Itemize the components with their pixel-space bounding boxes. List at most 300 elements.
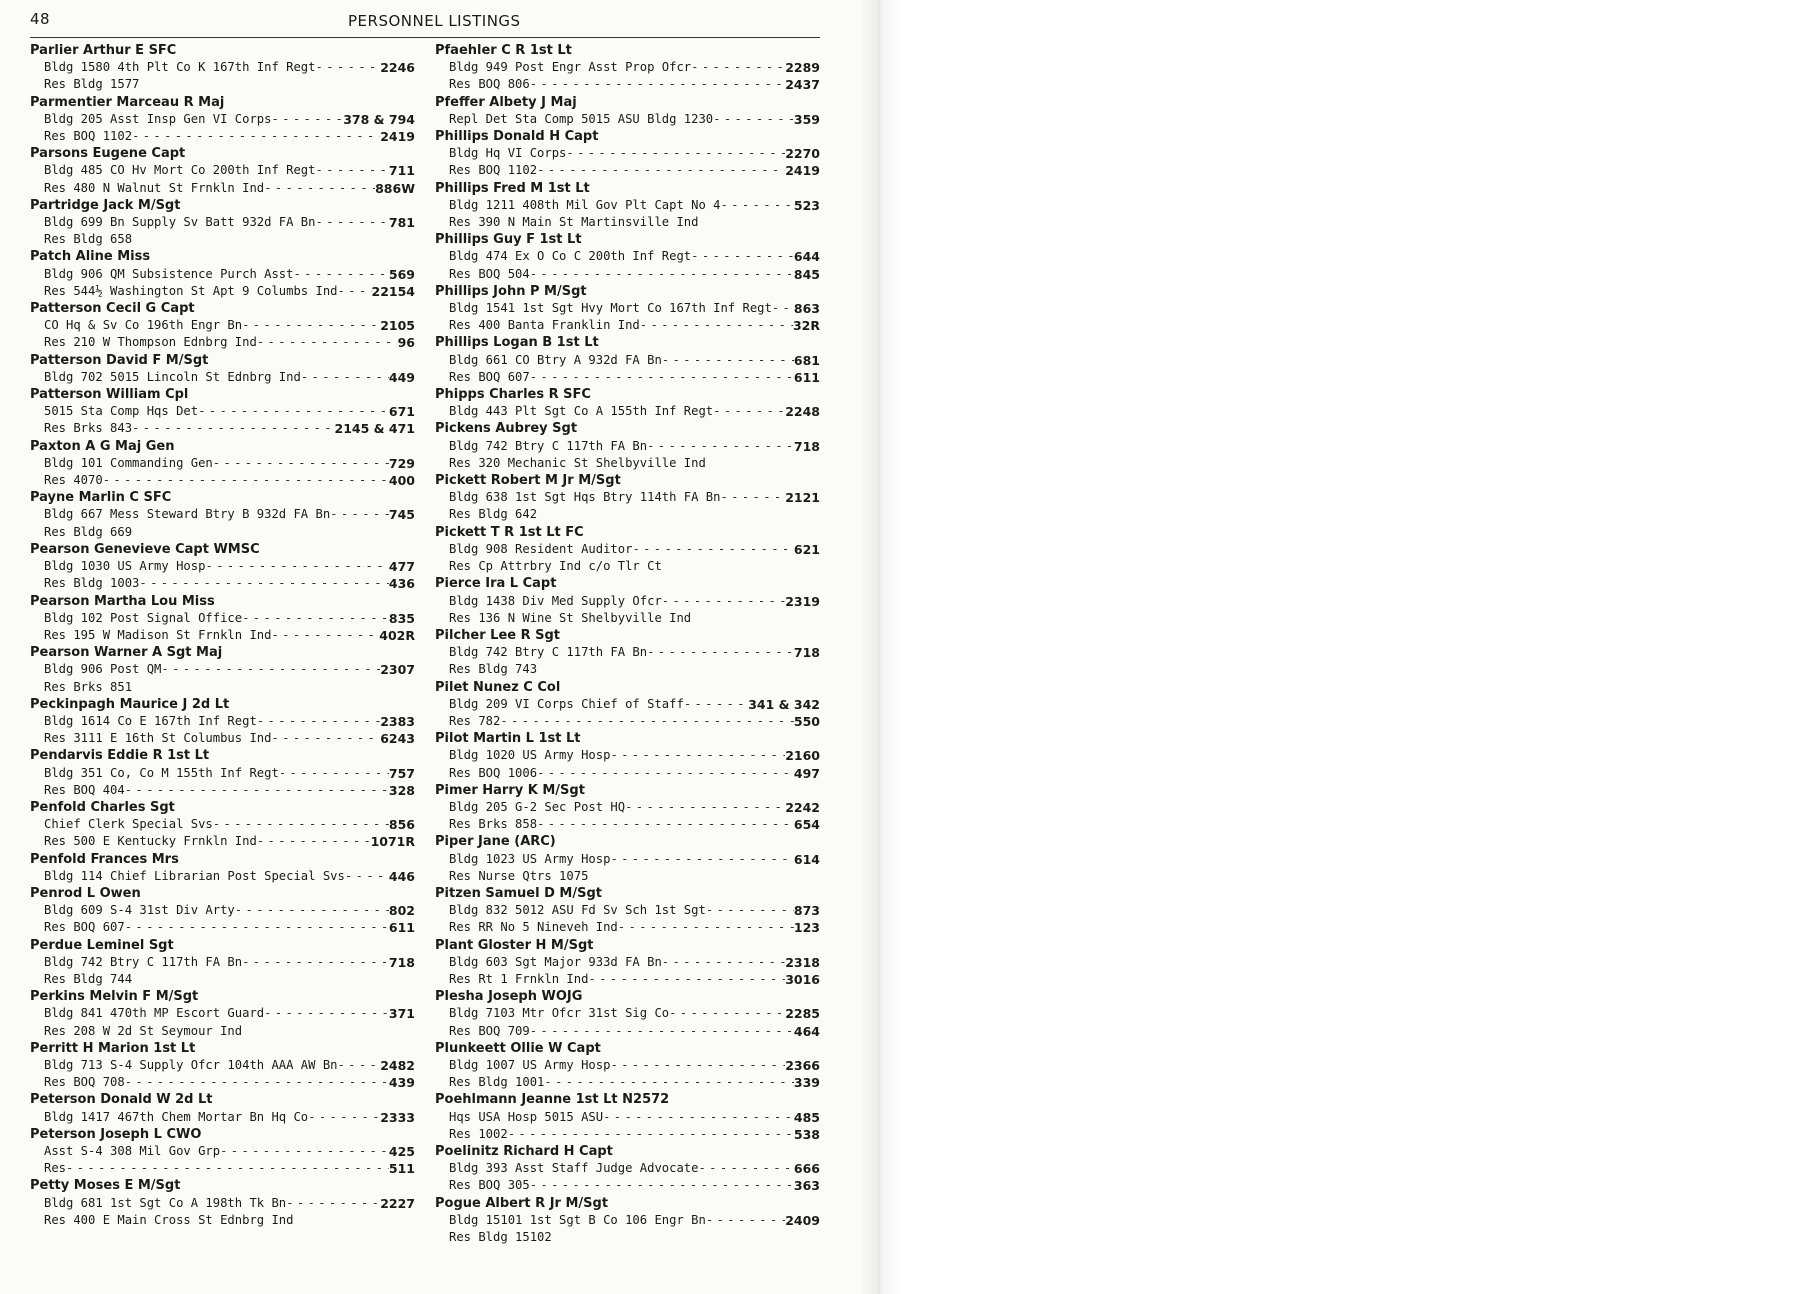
listing-entry	[435, 1143, 820, 1195]
location-text: Res BOQ 607	[44, 920, 125, 935]
location-text: Res 544½ Washington St Apt 9 Columbs Ind	[44, 283, 338, 298]
dot-leader	[338, 283, 372, 300]
location-text: Bldg 1614 Co E 167th Inf Regt	[44, 713, 257, 728]
location-text: Bldg 702 5015 Lincoln St Ednbrg Ind	[44, 369, 301, 384]
location-text: Bldg 7103 Mtr Ofcr 31st Sig Co	[449, 1006, 670, 1021]
location-text: Res Bldg 669	[44, 524, 133, 539]
listing-line	[435, 747, 820, 764]
listing-entry	[435, 420, 820, 472]
location-text: Bldg 474 Ex O Co C 200th Inf Regt	[449, 249, 692, 264]
listing-line	[30, 833, 415, 850]
phone-number: 781	[388, 215, 415, 231]
location-text: Bldg 1580 4th Plt Co K 167th Inf Regt	[44, 60, 316, 75]
listing-line	[30, 868, 415, 885]
dot-leader	[537, 162, 785, 179]
listing-entry	[435, 128, 820, 180]
phone-number: 6243	[380, 731, 415, 747]
phone-number: 446	[388, 868, 415, 884]
phone-number: 341 & 342	[748, 696, 820, 712]
location-text: Bldg 101 Commanding Gen	[44, 455, 213, 470]
listing-entry	[435, 334, 820, 386]
dot-leader	[220, 1143, 389, 1160]
listing-entry	[30, 696, 415, 748]
listing-line	[435, 868, 820, 885]
person-name: Pilet Nunez C Col	[435, 679, 561, 695]
phone-number: 497	[793, 765, 820, 781]
person-name: Pearson Genevieve Capt WMSC	[30, 541, 260, 557]
dot-leader	[213, 455, 389, 472]
person-name: Pierce Ira L Capt	[435, 576, 557, 592]
person-name: Phillips Guy F 1st Lt	[435, 232, 582, 248]
listing-entry	[435, 782, 820, 834]
location-text: Bldg 906 QM Subsistence Purch Asst	[44, 266, 294, 281]
location-text: Res 390 N Main St Martinsville Ind	[449, 215, 699, 230]
location-text: Bldg 638 1st Sgt Hqs Btry 114th FA Bn	[449, 490, 721, 505]
listing-entry	[30, 1177, 415, 1229]
phone-number: 363	[793, 1178, 820, 1194]
person-name: Pilot Martin L 1st Lt	[435, 731, 581, 747]
listing-line	[30, 1109, 415, 1126]
phone-number: 464	[793, 1023, 820, 1039]
phone-number: 666	[793, 1161, 820, 1177]
location-text: Res Bldg 658	[44, 232, 133, 247]
person-name: Phillips Fred M 1st Lt	[435, 180, 590, 196]
dot-leader	[235, 902, 389, 919]
location-text: Bldg 699 Bn Supply Sv Batt 932d FA Bn	[44, 215, 316, 230]
location-text: Bldg 1020 US Army Hosp	[449, 748, 611, 763]
listing-line	[435, 644, 820, 661]
phone-number: 371	[388, 1006, 415, 1022]
phone-number: 339	[793, 1075, 820, 1091]
listing-line	[435, 317, 820, 334]
location-text: Res BOQ 1102	[44, 129, 133, 144]
listing-line	[30, 506, 415, 523]
listing-line	[435, 610, 820, 627]
listing-entry	[435, 180, 820, 232]
person-name: Partridge Jack M/Sgt	[30, 197, 181, 213]
dot-leader	[530, 1023, 794, 1040]
listing-line	[435, 1177, 820, 1194]
phone-number: 2383	[380, 713, 415, 729]
left-page-header	[30, 8, 820, 38]
location-text: Res 782	[449, 713, 501, 728]
listing-line	[30, 713, 415, 730]
location-text: Bldg 603 Sgt Major 933d FA Bn	[449, 954, 662, 969]
phone-number: 681	[793, 352, 820, 368]
phone-number: 425	[388, 1144, 415, 1159]
location-text: Bldg 841 470th MP Escort Guard	[44, 1006, 265, 1021]
phone-number: 123	[793, 920, 820, 936]
location-text: Res 480 N Walnut St Frnkln Ind	[44, 180, 265, 195]
listing-line	[30, 162, 415, 179]
phone-number: 3016	[785, 971, 820, 987]
dot-leader	[125, 919, 389, 936]
location-text: Res	[44, 1161, 67, 1176]
phone-number: 2318	[785, 954, 820, 970]
listing-entry	[435, 42, 820, 94]
phone-number: 523	[793, 197, 820, 213]
location-text: Res BOQ 305	[449, 1178, 530, 1193]
person-name: Pearson Martha Lou Miss	[30, 593, 215, 609]
listing-entry	[30, 42, 415, 94]
listing-line	[30, 816, 415, 833]
listing-line	[30, 455, 415, 472]
listing-line	[435, 403, 820, 420]
person-name: Payne Marlin C SFC	[30, 490, 172, 506]
person-name: Pfaehler C R 1st Lt	[435, 43, 572, 58]
dot-leader	[537, 765, 794, 782]
phone-number: 745	[388, 507, 415, 523]
location-text: Bldg 906 Post QM	[44, 662, 162, 677]
phone-number: 2160	[785, 748, 820, 764]
listing-line	[435, 713, 820, 730]
listing-entry	[435, 231, 820, 283]
listing-line	[435, 1126, 820, 1143]
location-text: Bldg 832 5012 ASU Fd Sv Sch 1st Sgt	[449, 903, 706, 918]
listing-line	[30, 214, 415, 231]
listing-line	[435, 919, 820, 936]
dot-leader	[625, 799, 785, 816]
location-text: Bldg 351 Co, Co M 155th Inf Regt	[44, 765, 279, 780]
listing-entry	[435, 833, 820, 885]
location-text: Repl Det Sta Comp 5015 ASU Bldg 1230	[449, 111, 714, 126]
location-text: Res 3111 E 16th St Columbus Ind	[44, 731, 272, 746]
listing-entry	[30, 937, 415, 989]
listing-line	[435, 1109, 820, 1126]
phone-number: 802	[388, 903, 415, 919]
listing-line	[435, 971, 820, 988]
phone-number: 569	[388, 266, 415, 282]
location-text: Res 136 N Wine St Shelbyville Ind	[449, 610, 692, 625]
listing-line	[30, 231, 415, 248]
listing-line	[30, 1195, 415, 1212]
location-text: Bldg 1030 US Army Hosp	[44, 559, 206, 574]
person-name: Peterson Donald W 2d Lt	[30, 1092, 213, 1108]
listing-entry	[435, 472, 820, 524]
listing-entry	[30, 885, 415, 937]
left-column-1	[30, 42, 415, 1229]
person-name: Poelinitz Richard H Capt	[435, 1144, 613, 1159]
dot-leader	[161, 661, 380, 678]
listing-entry	[30, 94, 415, 146]
location-text: Bldg 908 Resident Auditor	[449, 541, 633, 556]
dot-leader	[610, 1057, 785, 1074]
person-name: Parsons Eugene Capt	[30, 146, 186, 162]
phone-number: 2307	[380, 662, 415, 678]
listing-line	[30, 730, 415, 747]
location-text: Res 195 W Madison St Frnkln Ind	[44, 627, 272, 642]
location-text: Bldg 681 1st Sgt Co A 198th Tk Bn	[44, 1195, 287, 1210]
location-text: Res Brks 858	[449, 817, 538, 832]
listing-line	[30, 575, 415, 592]
phone-number: 671	[388, 404, 415, 420]
location-text: Res 320 Mechanic St Shelbyville Ind	[449, 455, 706, 470]
listing-line	[30, 128, 415, 145]
location-text: Bldg 102 Post Signal Office	[44, 610, 243, 625]
dot-leader	[610, 851, 793, 868]
phone-number: 757	[388, 765, 415, 781]
location-text: Bldg 661 CO Btry A 932d FA Bn	[449, 352, 662, 367]
location-text: Res 4070	[44, 473, 103, 488]
dot-leader	[213, 816, 389, 833]
phone-number: 2437	[785, 77, 820, 93]
dot-leader	[691, 248, 794, 265]
dot-leader	[330, 506, 389, 523]
location-text: Bldg 742 Btry C 117th FA Bn	[449, 645, 648, 660]
dot-leader	[691, 59, 785, 76]
listing-line	[435, 1074, 820, 1091]
listing-line	[435, 248, 820, 265]
location-text: Res 210 W Thompson Ednbrg Ind	[44, 335, 257, 350]
listing-entry	[435, 386, 820, 420]
person-name: Phipps Charles R SFC	[435, 387, 591, 403]
phone-number: 2419	[785, 163, 820, 179]
dot-leader	[293, 266, 388, 283]
listing-entry	[30, 988, 415, 1040]
location-text: Bldg 609 S-4 31st Div Arty	[44, 903, 235, 918]
book-gutter	[860, 0, 900, 1294]
listing-line	[435, 1057, 820, 1074]
listing-line	[435, 352, 820, 369]
dot-leader	[271, 111, 343, 128]
listing-line	[435, 506, 820, 523]
person-name: Pilcher Lee R Sgt	[435, 627, 561, 643]
listing-line	[435, 162, 820, 179]
left-page-title: PERSONNEL LISTINGS	[348, 12, 521, 30]
dot-leader	[286, 1195, 380, 1212]
location-text: Bldg 742 Btry C 117th FA Bn	[449, 438, 648, 453]
listing-line	[435, 541, 820, 558]
dot-leader	[662, 352, 794, 369]
dot-leader	[257, 334, 398, 351]
dot-leader	[279, 765, 389, 782]
phone-number: 718	[388, 954, 415, 970]
left-column-2	[435, 42, 820, 1246]
person-name: Penfold Charles Sgt	[30, 799, 175, 815]
dot-leader	[242, 317, 380, 334]
listing-line	[435, 558, 820, 575]
dot-leader	[139, 575, 389, 592]
location-text: Res BOQ 708	[44, 1075, 125, 1090]
dot-leader	[530, 266, 794, 283]
dot-leader	[271, 730, 380, 747]
phone-number: 863	[793, 301, 820, 317]
person-name: Pickett Robert M Jr M/Sgt	[435, 473, 621, 489]
listing-entry	[30, 747, 415, 799]
listing-line	[435, 489, 820, 506]
phone-number: 654	[793, 817, 820, 833]
phone-number: 2482	[380, 1057, 415, 1073]
listing-line	[435, 111, 820, 128]
phone-number: 2145 & 471	[334, 421, 415, 437]
listing-entry	[30, 386, 415, 438]
dot-leader	[257, 713, 380, 730]
phone-number: 328	[388, 782, 415, 798]
phone-number: 2289	[785, 60, 820, 76]
phone-number: 2105	[380, 318, 415, 334]
person-name: Patterson Cecil G Capt	[30, 301, 195, 317]
location-text: Res BOQ 1102	[449, 163, 538, 178]
location-text: Hqs USA Hosp 5015 ASU	[449, 1109, 604, 1124]
listing-entry	[435, 1040, 820, 1092]
person-name: Pitzen Samuel D M/Sgt	[435, 885, 602, 901]
person-name: Phillips Logan B 1st Lt	[435, 335, 599, 351]
listing-line	[30, 1057, 415, 1074]
dot-leader	[132, 128, 380, 145]
listing-line	[435, 145, 820, 162]
dot-leader	[301, 369, 389, 386]
location-text: Bldg 1417 467th Chem Mortar Bn Hq Co	[44, 1109, 309, 1124]
listing-entry	[435, 94, 820, 128]
dot-leader	[603, 1109, 794, 1126]
person-name: Pearson Warner A Sgt Maj	[30, 645, 223, 661]
location-text: Bldg 205 Asst Insp Gen VI Corps	[44, 111, 272, 126]
dot-leader	[242, 954, 389, 971]
person-name: Pfeffer Albety J Maj	[435, 94, 577, 110]
phone-number: 2242	[785, 799, 820, 815]
dot-leader	[772, 300, 794, 317]
phone-number: 886W	[375, 180, 415, 196]
dot-leader	[205, 558, 388, 575]
dot-leader	[721, 489, 786, 506]
location-text: Res 400 Banta Franklin Ind	[449, 318, 640, 333]
location-text: Bldg 485 CO Hv Mort Co 200th Inf Regt	[44, 163, 316, 178]
dot-leader	[242, 610, 389, 627]
listing-line	[30, 472, 415, 489]
phone-number: 449	[388, 369, 415, 385]
dot-leader	[264, 180, 375, 197]
listing-entry	[435, 1091, 820, 1143]
phone-number: 359	[793, 111, 820, 127]
phone-number: 711	[388, 163, 415, 179]
listing-entry	[30, 300, 415, 352]
listing-line	[435, 197, 820, 214]
person-name: Plant Gloster H M/Sgt	[435, 937, 594, 953]
location-text: Res Bldg 744	[44, 971, 133, 986]
phone-number: 2333	[380, 1109, 415, 1125]
phone-number: 873	[793, 903, 820, 919]
location-text: Bldg 393 Asst Staff Judge Advocate	[449, 1161, 699, 1176]
location-text: Res Rt 1 Frnkln Ind	[449, 971, 589, 986]
dot-leader	[264, 1005, 389, 1022]
phone-number: 32R	[792, 318, 820, 334]
person-name: Perritt H Marion 1st Lt	[30, 1040, 196, 1056]
listing-line	[435, 1229, 820, 1246]
person-name: Penfold Frances Mrs	[30, 851, 179, 867]
phone-number: 96	[397, 335, 415, 351]
person-name: Paxton A G Maj Gen	[30, 438, 175, 454]
dot-leader	[610, 747, 785, 764]
phone-number: 614	[793, 851, 820, 867]
dot-leader	[713, 111, 794, 128]
phone-number: 621	[793, 541, 820, 557]
phone-number: 2409	[785, 1212, 820, 1228]
listing-line	[435, 593, 820, 610]
listing-entry	[435, 730, 820, 782]
person-name: Patterson David F M/Sgt	[30, 352, 209, 368]
dot-leader	[125, 1074, 389, 1091]
location-text: Bldg 209 VI Corps Chief of Staff	[449, 696, 684, 711]
location-text: Asst S-4 308 Mil Gov Grp	[44, 1144, 221, 1158]
location-text: Bldg 1023 US Army Hosp	[449, 851, 611, 866]
listing-entry	[30, 1091, 415, 1125]
location-text: Res Bldg 1003	[44, 576, 140, 591]
person-name: Pickens Aubrey Sgt	[435, 421, 578, 437]
person-name: Phillips John P M/Sgt	[435, 283, 587, 299]
listing-line	[435, 902, 820, 919]
location-text: CO Hq & Sv Co 196th Engr Bn	[44, 318, 243, 333]
listing-entry	[30, 352, 415, 386]
left-page-number: 48	[30, 10, 51, 28]
phone-number: 485	[793, 1109, 820, 1125]
listing-line	[30, 420, 415, 437]
person-name: Phillips Donald H Capt	[435, 129, 599, 145]
listing-line	[30, 1212, 415, 1229]
listing-line	[30, 1005, 415, 1022]
listing-entry	[30, 248, 415, 300]
dot-leader	[308, 1109, 380, 1126]
listing-line	[30, 283, 415, 300]
location-text: Res BOQ 504	[449, 266, 530, 281]
listing-line	[30, 1160, 415, 1177]
listing-entry	[435, 937, 820, 989]
listing-entry	[30, 489, 415, 541]
person-name: Parmentier Marceau R Maj	[30, 94, 225, 110]
phone-number: 644	[793, 249, 820, 265]
location-text: Bldg 15101 1st Sgt B Co 106 Engr Bn	[449, 1212, 706, 1227]
listing-line	[30, 266, 415, 283]
listing-line	[30, 902, 415, 919]
listing-line	[30, 403, 415, 420]
dot-leader	[662, 954, 785, 971]
dot-leader	[647, 438, 794, 455]
listing-entry	[30, 197, 415, 249]
person-name: Petty Moses E M/Sgt	[30, 1178, 181, 1194]
dot-leader	[632, 541, 793, 558]
person-name: Parlier Arthur E SFC	[30, 43, 177, 58]
location-text: Res 400 E Main Cross St Ednbrg Ind	[44, 1212, 294, 1227]
listing-line	[435, 266, 820, 283]
phone-number: 2319	[785, 593, 820, 609]
dot-leader	[508, 1126, 794, 1143]
phone-number: 2419	[380, 129, 415, 145]
location-text: Res RR No 5 Nineveh Ind	[449, 920, 618, 935]
person-name: Patch Aline Miss	[30, 249, 151, 265]
dot-leader	[257, 833, 371, 850]
dot-leader	[684, 696, 748, 713]
phone-number: 835	[388, 610, 415, 626]
phone-number: 2270	[785, 146, 820, 162]
listing-entry	[30, 1040, 415, 1092]
location-text: Res Brks 851	[44, 679, 133, 694]
location-text: Chief Clerk Special Svs	[44, 817, 213, 832]
listing-line	[435, 300, 820, 317]
location-text: Bldg 1007 US Army Hosp	[449, 1057, 611, 1072]
dot-leader	[588, 971, 785, 988]
phone-number: 1071R	[370, 834, 415, 850]
listing-entry	[30, 438, 415, 490]
location-text: 5015 Sta Comp Hqs Det	[44, 404, 199, 419]
phone-number: 2121	[785, 490, 820, 506]
location-text: Res Brks 843	[44, 421, 133, 436]
listing-line	[435, 696, 820, 713]
phone-number: 2248	[785, 404, 820, 420]
dot-leader	[125, 782, 389, 799]
listing-line	[30, 1023, 415, 1040]
listing-line	[435, 816, 820, 833]
person-name: Perkins Melvin F M/Sgt	[30, 989, 199, 1005]
phone-number: 718	[793, 438, 820, 454]
